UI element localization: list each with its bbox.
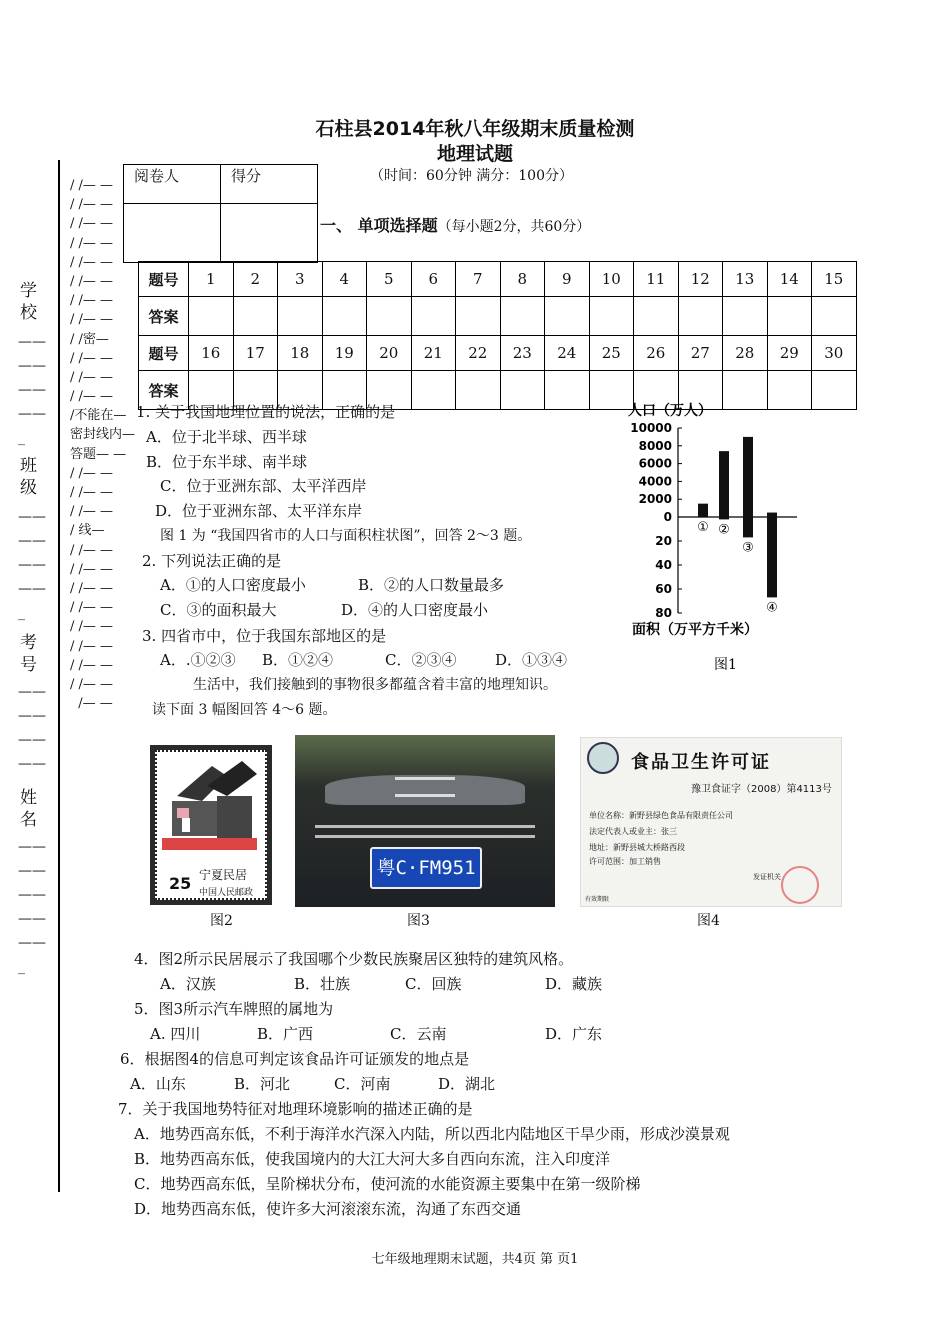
q5-option-d[interactable]: D．广东 (545, 1025, 603, 1043)
answer-cell[interactable] (456, 371, 501, 410)
q6-stem: 6．根据图4的信息可判定该食品许可证颁发的地点是 (120, 1050, 470, 1068)
name-blank[interactable]: —— —— —— —— —— _ (18, 839, 46, 975)
qnum-cell: 30 (812, 336, 857, 371)
name-label: 姓名 (20, 788, 37, 830)
answer-cell[interactable] (411, 371, 456, 410)
chart-tick-label: 80 (655, 606, 672, 620)
row-label-num: 题号 (139, 336, 189, 371)
qnum-cell: 9 (545, 262, 590, 297)
row-label-num: 题号 (139, 262, 189, 297)
binding-line (58, 160, 60, 1192)
chart-bar-area (719, 517, 729, 519)
stamp-title: 宁夏民居 (199, 868, 248, 882)
q4-option-a[interactable]: A．汉族 (160, 975, 216, 993)
chart-bar-population (698, 504, 708, 517)
q2-stem: 2. 下列说法正确的是 (142, 552, 282, 570)
school-blank[interactable]: —— —— —— —— _ (18, 334, 46, 446)
chart-tick-label: 4000 (638, 474, 672, 489)
qnum-cell: 2 (233, 262, 278, 297)
qnum-cell: 29 (767, 336, 812, 371)
qnum-cell: 19 (322, 336, 367, 371)
answer-table-row (139, 297, 857, 336)
seal-text-1: 不能在 (74, 408, 114, 424)
cert-line: 许可范围：加工销售 (589, 857, 661, 866)
qnum-cell: 1 (189, 262, 234, 297)
seal-stamp-icon (781, 866, 819, 904)
qnum-cell: 17 (233, 336, 278, 371)
q6-option-b[interactable]: B．河北 (234, 1075, 291, 1093)
license-plate: 粤C·FM951 (370, 847, 482, 889)
q7-option-b[interactable]: B．地势西高东低，使我国境内的大江大河大多自西向东流，注入印度洋 (134, 1150, 611, 1168)
section-heading (320, 213, 590, 236)
q5-option-a[interactable]: A. 四川 (150, 1025, 201, 1043)
q1-stem: 1. 关于我国地理位置的说法，正确的是 (136, 403, 396, 421)
figs-intro-1: 生活中，我们接触到的事物很多都蕴含着丰富的地理知识。 (193, 677, 557, 693)
q2-option-b[interactable]: B．②的人口数量最多 (358, 576, 505, 594)
answer-cell[interactable] (322, 297, 367, 336)
qnum-cell: 24 (545, 336, 590, 371)
answer-table-row (139, 262, 857, 297)
q2-option-d[interactable]: D．④的人口密度最小 (341, 601, 489, 619)
q6-option-a[interactable]: A．山东 (130, 1075, 186, 1093)
row-label-ans: 答案 (139, 371, 189, 410)
chart-bar-population (743, 437, 753, 517)
qnum-cell: 16 (189, 336, 234, 371)
stamp-issuer: 中国人民邮政 (199, 888, 254, 898)
qnum-cell: 27 (678, 336, 723, 371)
chart-category-label: ③ (742, 540, 754, 556)
chart-tick-label: 60 (655, 582, 672, 596)
cert-line: 法定代表人或业主：张三 (589, 827, 677, 836)
number-label: 考号 (20, 633, 37, 675)
answer-cell[interactable] (678, 297, 723, 336)
q2-option-c[interactable]: C．③的面积最大 (160, 601, 277, 619)
cert-valid: 有效期限 (585, 896, 610, 903)
fig1-intro: 图 1 为 “我国四省市的人口与面积柱状图”，回答 2～3 题。 (160, 528, 532, 544)
chart-ylabel-bottom: 面积（万平方千米） (632, 622, 758, 638)
q3-option-a[interactable]: A．.①②③ (160, 651, 236, 669)
qnum-cell: 18 (278, 336, 323, 371)
answer-cell[interactable] (500, 371, 545, 410)
fig3-car-photo (295, 735, 555, 907)
population-area-chart (622, 398, 822, 678)
q5-option-b[interactable]: B．广西 (257, 1025, 314, 1043)
qnum-cell: 7 (456, 262, 501, 297)
fig3-caption: 图3 (407, 913, 430, 929)
page-subtitle: 地理试题 (436, 143, 513, 165)
section-note: （每小题2分，共60分） (437, 219, 591, 235)
q5-option-c[interactable]: C．云南 (390, 1025, 447, 1043)
q4-option-d[interactable]: D．藏族 (545, 975, 603, 993)
answer-table-row (139, 336, 857, 371)
qnum-cell: 11 (634, 262, 679, 297)
answer-cell[interactable] (189, 297, 234, 336)
qnum-cell: 28 (723, 336, 768, 371)
time-info: （时间：60分钟 满分：100分） (370, 168, 573, 184)
q1-option-a[interactable]: A．位于北半球、西半球 (146, 428, 307, 446)
answer-cell[interactable] (367, 297, 412, 336)
answer-table (138, 261, 857, 410)
fig2-stamp (150, 745, 272, 905)
chart-bar-area (743, 517, 753, 537)
chart-tick-label: 6000 (638, 456, 672, 471)
qnum-cell: 10 (589, 262, 634, 297)
qnum-cell: 22 (456, 336, 501, 371)
row-label-ans: 答案 (139, 297, 189, 336)
page-title: 石柱县2014年秋八年级期末质量检测 (315, 118, 635, 140)
q6-option-c[interactable]: C．河南 (334, 1075, 391, 1093)
qnum-cell: 8 (500, 262, 545, 297)
q4-option-c[interactable]: C．回族 (405, 975, 462, 993)
answer-cell[interactable] (767, 297, 812, 336)
answer-cell[interactable] (545, 371, 590, 410)
seal-char-mi: 密 (82, 331, 96, 347)
reviewer-label: 阅卷人 (124, 165, 221, 204)
q2-option-a[interactable]: A．①的人口密度最小 (160, 576, 306, 594)
q1-option-c[interactable]: C．位于亚洲东部、太平洋西岸 (160, 477, 367, 495)
qnum-cell: 20 (367, 336, 412, 371)
cert-title: 食品卫生许可证 (631, 752, 771, 773)
reviewer-box (123, 164, 318, 263)
q7-stem: 7．关于我国地势特征对地理环境影响的描述正确的是 (118, 1100, 473, 1118)
q1-option-d[interactable]: D．位于亚洲东部、太平洋东岸 (155, 502, 363, 520)
cert-issuer: 发证机关 (753, 873, 781, 881)
chart-bar-population (767, 513, 777, 517)
school-label: 学校 (20, 281, 37, 323)
seal-char-xian: 线 (78, 523, 92, 539)
seal-text-3: 答题 (70, 446, 97, 462)
q6-option-d[interactable]: D．湖北 (438, 1075, 496, 1093)
q4-stem: 4．图2所示民居展示了我国哪个少数民族聚居区独特的建筑风格。 (134, 950, 574, 968)
class-blank[interactable]: —— —— —— —— _ (18, 509, 46, 621)
chart-tick-label: 8000 (638, 438, 672, 453)
answer-cell[interactable] (545, 297, 590, 336)
q3-stem: 3. 四省市中，位于我国东部地区的是 (142, 627, 387, 645)
chart-tick-label: 20 (655, 534, 672, 548)
seal-marks: / /— — / /— — / /— — / /— — / /— — / /— — / /— — / /— — / /密— / /— — / /— — / /— — /不能在— 密封线内— 答题— — / /— — / /— — / /— — / 线— / /— — / /— — / /— — / /— — / /— — / /— — / /— — / /— — /— — (70, 178, 136, 712)
qnum-cell: 21 (411, 336, 456, 371)
chart-tick-label: 2000 (638, 492, 672, 507)
qnum-cell: 26 (634, 336, 679, 371)
cert-line: 地址：新野县城大桥路西段 (589, 843, 685, 852)
seal-text-2: 密封线内 (70, 427, 123, 443)
chart-tick-label: 40 (655, 558, 672, 572)
chart-ylabel-top: 人口（万人） (628, 403, 712, 419)
chart-tick-label: 0 (663, 510, 672, 524)
q3-option-b[interactable]: B．①②④ (262, 651, 334, 669)
q3-option-c[interactable]: C．②③④ (385, 651, 457, 669)
q5-stem: 5．图3所示汽车牌照的属地为 (134, 1000, 334, 1018)
answer-cell[interactable] (456, 297, 501, 336)
qnum-cell: 4 (322, 262, 367, 297)
answer-cell[interactable] (233, 297, 278, 336)
qnum-cell: 6 (411, 262, 456, 297)
dwelling-illustration (157, 756, 265, 856)
cert-number: 豫卫食证字（2008）第4113号 (691, 784, 832, 795)
answer-cell[interactable] (812, 297, 857, 336)
stamp-value: 25 (169, 874, 192, 893)
qnum-cell: 23 (500, 336, 545, 371)
reviewer-cell[interactable] (124, 204, 221, 263)
answer-cell[interactable] (723, 297, 768, 336)
chart-category-label: ② (718, 522, 730, 538)
qnum-cell: 5 (367, 262, 412, 297)
chart-category-label: ① (697, 520, 709, 535)
emblem-icon (587, 742, 619, 774)
page-footer: 七年级地理期末试题，共4页 第 页1 (371, 1252, 579, 1267)
qnum-cell: 13 (723, 262, 768, 297)
qnum-cell: 15 (812, 262, 857, 297)
score-cell[interactable] (221, 204, 318, 263)
answer-cell[interactable] (411, 297, 456, 336)
cert-line: 单位名称：新野县绿色食品有限责任公司 (589, 811, 733, 820)
q3-option-d[interactable]: D．①③④ (495, 651, 568, 669)
answer-cell[interactable] (589, 297, 634, 336)
fig2-caption: 图2 (210, 913, 233, 929)
q7-option-a[interactable]: A．地势西高东低，不利于海洋水汽深入内陆，所以西北内陆地区干旱少雨，形成沙漠景观 (134, 1125, 730, 1143)
qnum-cell: 14 (767, 262, 812, 297)
q4-option-b[interactable]: B．壮族 (294, 975, 351, 993)
fig4-certificate (580, 737, 842, 907)
answer-cell[interactable] (634, 297, 679, 336)
chart-bar-area (767, 517, 777, 597)
qnum-cell: 12 (678, 262, 723, 297)
score-label: 得分 (221, 165, 318, 204)
answer-cell[interactable] (500, 297, 545, 336)
section-title: 一、 单项选择题 (320, 216, 438, 235)
number-blank[interactable]: —— —— —— —— (18, 684, 46, 772)
chart-bar-population (719, 451, 729, 517)
qnum-cell: 3 (278, 262, 323, 297)
q7-option-d[interactable]: D．地势西高东低，使许多大河滚滚东流，沟通了东西交通 (134, 1200, 522, 1218)
figs-intro-2: 读下面 3 幅图回答 4～6 题。 (152, 702, 337, 718)
chart-caption: 图1 (714, 657, 737, 673)
fig4-caption: 图4 (697, 913, 720, 929)
q7-option-c[interactable]: C．地势西高东低，呈阶梯状分布，使河流的水能资源主要集中在第一级阶梯 (134, 1175, 641, 1193)
class-label: 班级 (20, 456, 37, 498)
q1-option-b[interactable]: B．位于东半球、南半球 (146, 453, 308, 471)
answer-cell[interactable] (278, 297, 323, 336)
qnum-cell: 25 (589, 336, 634, 371)
chart-category-label: ④ (766, 600, 778, 616)
chart-tick-label: 10000 (630, 421, 672, 435)
